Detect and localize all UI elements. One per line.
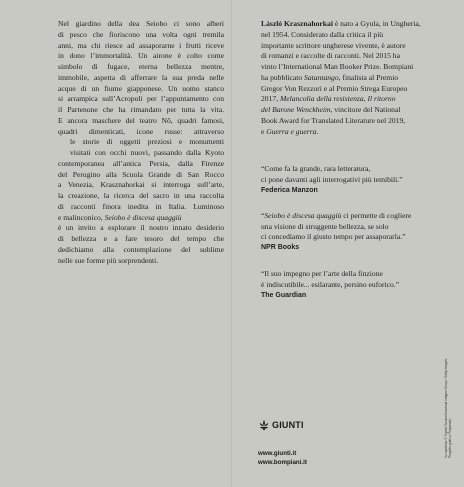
book-title-italic: Seiobo è discesa quaggiù <box>104 212 182 222</box>
review-quote: “Come fa la grande, rara letteratura, ci pone davanti agli interrogativi più temibili.” Federica Manzon <box>261 164 427 196</box>
cover-credits <box>444 358 452 458</box>
synopsis-line: dedichiamo alla contemplazione del sublime <box>58 244 224 254</box>
synopsis-line: simbolo di fugace, eterna bellezza mentre, <box>58 62 224 71</box>
synopsis-line: la creazione, la ricerca del sacro in una raccolta <box>58 191 224 200</box>
cover-credit-line: Progetto grafico: Polystudio. <box>448 418 452 458</box>
giunti-lily-icon <box>258 419 270 431</box>
synopsis-line: di bellezza e a fare tesoro del tempo che <box>58 234 224 243</box>
author-name: László Krasznahorkai <box>261 19 333 28</box>
synopsis-line: acque di un fiume giapponese. Un uomo stanco <box>58 83 224 93</box>
review-source: The Guardian <box>261 291 307 299</box>
author-bio: László Krasznahorkai è nato a Gyula, in Ungheria, nel 1954. Considerato dalla critica il più importante scrittore ungherese vivente, è autore di romanzi e raccolte di racconti. Nel 2015 ha vinto l’International Man Booker Prize. Bompiani ha pubblicato Satantango, finalista al Premio Gregor Von Rezzori e al Premio Strega Europeo 2017, Melancolia della resistenza, Il ritorno del Barone Wenckheim, vincitore del National Book Award for Translated Literature nel 2019, e Guerra e guerra. <box>261 19 421 136</box>
cover-credit-line: In copertina: © Toyota Tsuneo/Universal Images Group / Getty Images. <box>444 358 448 458</box>
synopsis-line: E ancora maschere del teatro Nō, quadri famosi, <box>58 115 224 125</box>
synopsis-text <box>58 19 224 266</box>
synopsis-line: il Partenone che ha rimandato per tutta la vita. <box>58 105 224 114</box>
publisher-urls <box>258 449 307 467</box>
synopsis-line: le storie di oggetti preziosi e monumenti <box>70 137 224 147</box>
synopsis-line: del Perugino alla Scuola Grande di San Rocco <box>58 169 224 179</box>
synopsis-line: si arrampica sull’Acropoli per l’appuntamento con <box>58 94 224 104</box>
synopsis-line: contemporanea all’antica Persia, dalla Firenze <box>58 158 224 168</box>
publisher-name: GIUNTI <box>272 420 304 430</box>
synopsis-line: nelle sue forme più sorprendenti. <box>58 255 159 265</box>
review-source: NPR Books <box>261 244 300 251</box>
synopsis-line: e malinconico, Seiobo è discesa quaggiù <box>58 212 182 222</box>
review-quote: “Il suo impegno per l’arte della finzione è indiscutibile... esilarante, persino euforico.” The Guardian <box>261 269 427 301</box>
synopsis-line: in dono l’immortalità. Un airone è colto come <box>58 51 224 61</box>
synopsis-line: anni, ma chi riesce ad assaporarne i frutti riceve <box>58 40 224 50</box>
synopsis-line: visitati con occhi nuovi, passando dalla Kyoto <box>70 148 224 157</box>
synopsis-line: Nel giardino della dea Seiobo ci sono alberi <box>58 19 224 28</box>
synopsis-line: di racconti finora inedita in Italia. Luminoso <box>58 201 224 211</box>
page-fold-divider <box>231 0 232 487</box>
synopsis-line: quadri dimenticati, icone russe: attraverso <box>58 126 224 136</box>
publisher-logo <box>258 418 304 432</box>
review-quote: “Seiobo è discesa quaggiù ci permette di cogliere una visione di struggente bellezza, se solo ci concediamo il giusto tempo per assaporarla.” NPR Books <box>261 211 427 253</box>
review-source: Federica Manzon <box>261 186 318 194</box>
synopsis-line: immobile, aspetta di afferrare la sua preda nelle <box>58 72 224 82</box>
url-giunti: www.giunti.it <box>258 450 297 457</box>
synopsis-line: è un invito a esplorare il nostro innato desiderio <box>58 223 224 233</box>
synopsis-line: di pesco che fioriscono una volta ogni tremila <box>58 29 224 39</box>
synopsis-line: a Venezia, Krasznahorkai si interroga sull’arte, <box>58 180 224 190</box>
url-bompiani: www.bompiani.it <box>258 459 307 467</box>
author-and-reviews <box>261 19 427 301</box>
